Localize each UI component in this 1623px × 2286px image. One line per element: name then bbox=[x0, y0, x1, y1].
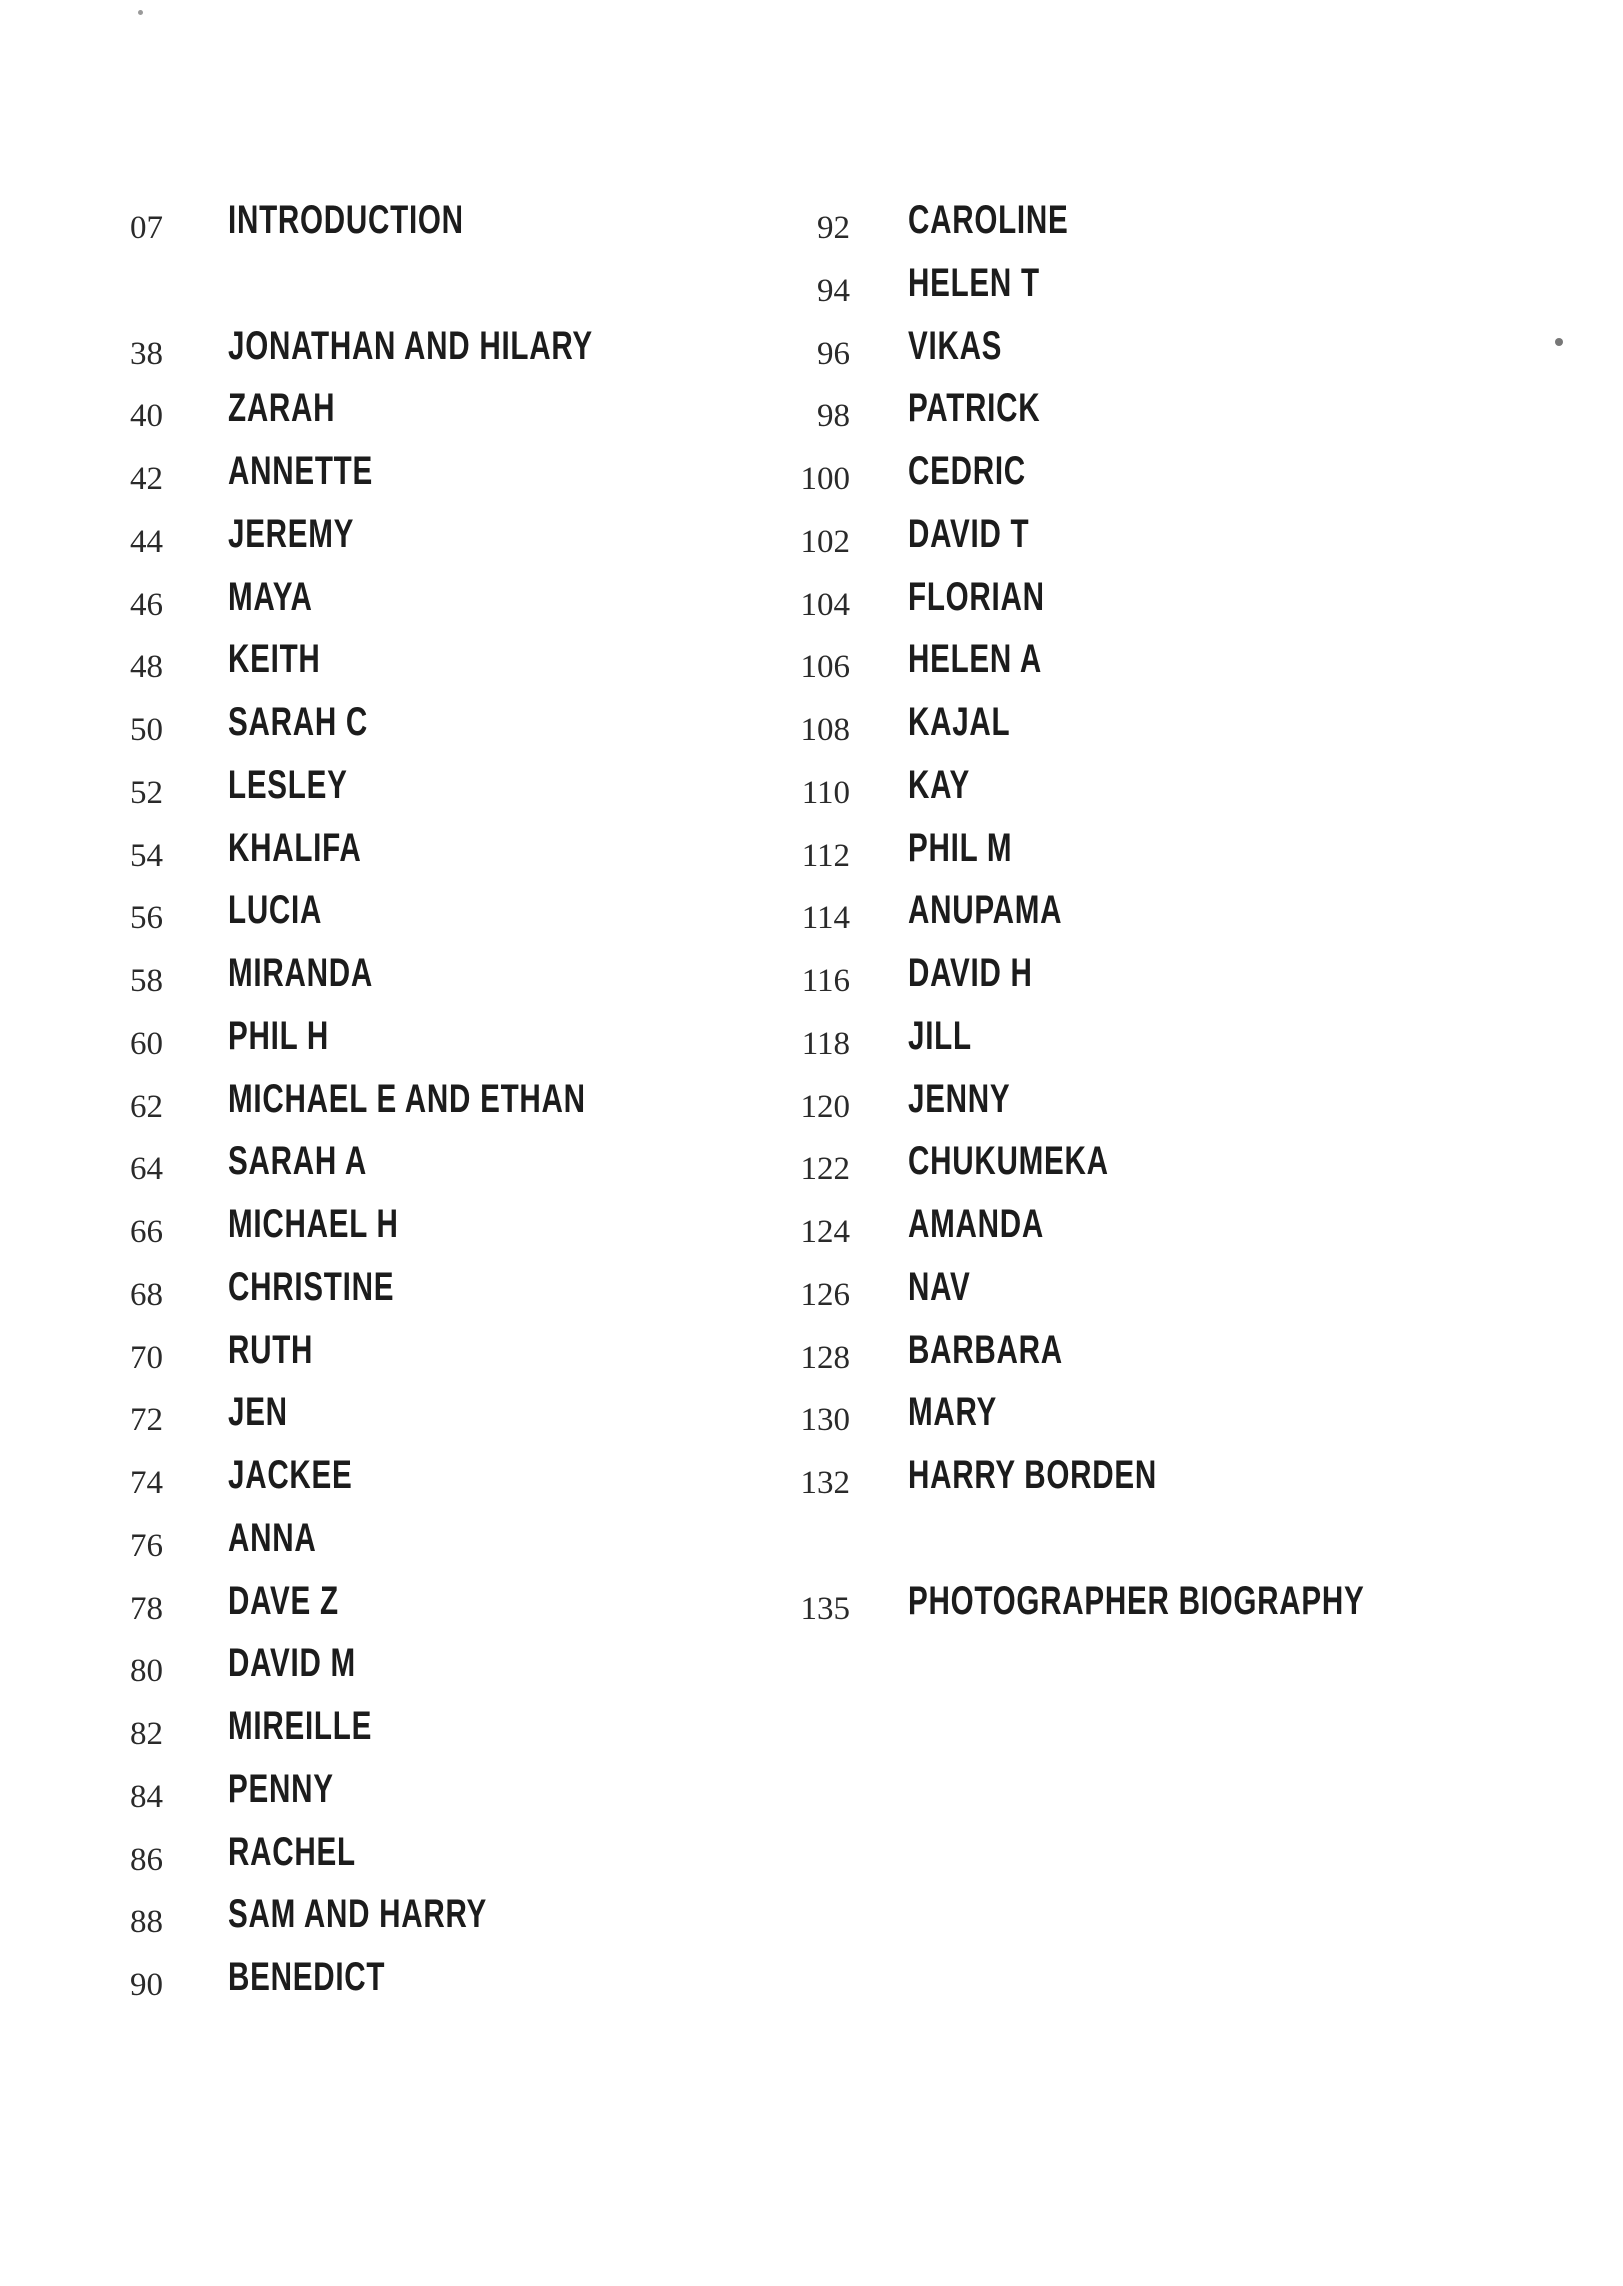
contents-entry[interactable] bbox=[780, 512, 1623, 575]
page-number: 100 bbox=[800, 461, 850, 497]
page-number: 108 bbox=[800, 712, 850, 748]
page-number: 42 bbox=[130, 461, 163, 497]
entry-title: CAROLINE bbox=[908, 198, 1069, 242]
entry-title: DAVID H bbox=[908, 951, 1033, 995]
contents-entry[interactable] bbox=[0, 1516, 780, 1579]
page-number: 92 bbox=[817, 210, 850, 246]
entry-title: KEITH bbox=[228, 637, 321, 682]
contents-entry[interactable] bbox=[0, 512, 780, 575]
contents-entry[interactable] bbox=[0, 1328, 780, 1391]
entry-title: ANUPAMA bbox=[908, 888, 1063, 933]
contents-entry[interactable] bbox=[0, 1014, 780, 1077]
page-number: 74 bbox=[130, 1465, 163, 1501]
page-number: 44 bbox=[130, 523, 163, 560]
entry-title: LUCIA bbox=[228, 888, 323, 933]
scan-speck bbox=[1555, 338, 1563, 346]
page-number: 54 bbox=[130, 837, 163, 874]
page-number: 72 bbox=[130, 1402, 163, 1439]
entry-title: PHOTOGRAPHER BIOGRAPHY bbox=[908, 1578, 1365, 1623]
contents-entry[interactable] bbox=[0, 1704, 780, 1767]
page-number: 48 bbox=[130, 649, 163, 686]
page-number: 112 bbox=[801, 837, 850, 874]
entry-title: ZARAH bbox=[228, 386, 336, 431]
contents-entry[interactable] bbox=[0, 575, 780, 638]
entry-title: SARAH A bbox=[228, 1139, 367, 1184]
page-number: 118 bbox=[801, 1025, 850, 1062]
entry-title: LESLEY bbox=[228, 762, 348, 807]
entry-title: RUTH bbox=[228, 1327, 314, 1372]
entry-title: MARY bbox=[908, 1390, 998, 1435]
contents-entry[interactable] bbox=[0, 1892, 780, 1955]
page-number: 52 bbox=[130, 774, 163, 811]
entry-title: JENNY bbox=[908, 1076, 1011, 1121]
contents-entry[interactable] bbox=[0, 1077, 780, 1140]
page-number: 120 bbox=[800, 1088, 850, 1125]
entry-title: PENNY bbox=[228, 1766, 334, 1811]
entry-title: SAM AND HARRY bbox=[228, 1892, 488, 1937]
page-number: 50 bbox=[130, 712, 163, 748]
entry-title: RACHEL bbox=[228, 1829, 356, 1874]
page-number: 110 bbox=[801, 774, 850, 811]
contents-entry[interactable] bbox=[0, 1139, 780, 1202]
contents-entry[interactable] bbox=[780, 1453, 1623, 1516]
page-number: 07 bbox=[130, 210, 163, 246]
contents-entry[interactable] bbox=[0, 1453, 780, 1516]
contents-entry[interactable] bbox=[0, 1767, 780, 1830]
contents-entry[interactable] bbox=[0, 1830, 780, 1893]
contents-entry[interactable] bbox=[780, 1265, 1623, 1328]
contents-entry[interactable] bbox=[780, 198, 1623, 261]
entry-title: HARRY BORDEN bbox=[908, 1453, 1157, 1497]
entry-title: FLORIAN bbox=[908, 574, 1045, 619]
entry-title: NAV bbox=[908, 1264, 971, 1309]
contents-entry[interactable] bbox=[0, 386, 780, 449]
page-number: 96 bbox=[817, 335, 850, 372]
contents-entry[interactable] bbox=[780, 575, 1623, 638]
page-number: 132 bbox=[800, 1465, 850, 1501]
contents-entry[interactable] bbox=[780, 763, 1623, 826]
page-number: 56 bbox=[130, 900, 163, 937]
contents-entry[interactable] bbox=[0, 637, 780, 700]
page-number: 46 bbox=[130, 586, 163, 623]
page-number: 68 bbox=[130, 1276, 163, 1313]
entry-title: HELEN T bbox=[908, 260, 1040, 305]
page-number: 64 bbox=[130, 1151, 163, 1188]
contents-entry[interactable] bbox=[780, 1202, 1623, 1265]
entry-title: MAYA bbox=[228, 574, 313, 619]
entry-title: DAVID M bbox=[228, 1641, 356, 1686]
page-number: 106 bbox=[800, 649, 850, 686]
page-number: 88 bbox=[130, 1904, 163, 1941]
contents-right-column bbox=[780, 198, 1623, 1641]
page-number: 40 bbox=[130, 398, 163, 435]
contents-entry[interactable] bbox=[0, 700, 780, 763]
contents-entry[interactable] bbox=[0, 1955, 780, 2018]
contents-entry[interactable] bbox=[780, 700, 1623, 763]
page-number: 128 bbox=[800, 1339, 850, 1376]
contents-entry[interactable] bbox=[780, 1390, 1623, 1453]
contents-entry[interactable] bbox=[780, 951, 1623, 1014]
page-number: 80 bbox=[130, 1653, 163, 1690]
page-number: 66 bbox=[130, 1214, 163, 1250]
entry-title: BARBARA bbox=[908, 1327, 1063, 1372]
contents-entry[interactable] bbox=[0, 324, 780, 387]
page-number: 124 bbox=[800, 1214, 850, 1250]
page-number: 102 bbox=[800, 523, 850, 560]
entry-title: JACKEE bbox=[228, 1453, 353, 1497]
contents-entry[interactable] bbox=[780, 1328, 1623, 1391]
entry-title: DAVID T bbox=[908, 511, 1030, 556]
contents-entry[interactable] bbox=[780, 1014, 1623, 1077]
contents-entry[interactable] bbox=[0, 449, 780, 512]
entry-title: JILL bbox=[908, 1013, 972, 1058]
scan-speck bbox=[138, 10, 143, 15]
entry-title: ANNETTE bbox=[228, 449, 373, 493]
entry-title: PATRICK bbox=[908, 386, 1041, 431]
page-number: 98 bbox=[817, 398, 850, 435]
page-number: 86 bbox=[130, 1841, 163, 1878]
page-number: 130 bbox=[800, 1402, 850, 1439]
entry-title: VIKAS bbox=[908, 323, 1003, 368]
page-number: 122 bbox=[800, 1151, 850, 1188]
contents-entry[interactable] bbox=[0, 1390, 780, 1453]
contents-entry[interactable] bbox=[0, 763, 780, 826]
page-number: 82 bbox=[130, 1716, 163, 1752]
page-number: 58 bbox=[130, 963, 163, 999]
entry-title: MICHAEL E AND ETHAN bbox=[228, 1076, 586, 1121]
contents-entry[interactable] bbox=[780, 1077, 1623, 1140]
contents-entry[interactable] bbox=[780, 449, 1623, 512]
entry-title: MIRANDA bbox=[228, 951, 373, 995]
page-number: 135 bbox=[800, 1590, 850, 1627]
entry-title: KHALIFA bbox=[228, 825, 362, 870]
entry-title: HELEN A bbox=[908, 637, 1043, 682]
page-number: 70 bbox=[130, 1339, 163, 1376]
page-number: 114 bbox=[801, 900, 850, 937]
contents-entry[interactable] bbox=[0, 1641, 780, 1704]
contents-entry[interactable] bbox=[0, 951, 780, 1014]
contents-entry[interactable] bbox=[0, 1579, 780, 1642]
page-number: 104 bbox=[800, 586, 850, 623]
entry-title: MIREILLE bbox=[228, 1704, 373, 1748]
contents-entry[interactable] bbox=[780, 1579, 1623, 1642]
entry-title: KAY bbox=[908, 762, 970, 807]
contents-entry[interactable] bbox=[0, 1265, 780, 1328]
entry-title: MICHAEL H bbox=[228, 1202, 399, 1246]
contents-entry[interactable] bbox=[780, 386, 1623, 449]
entry-title: KAJAL bbox=[908, 700, 1011, 744]
entry-title: CHRISTINE bbox=[228, 1264, 395, 1309]
entry-title: JEREMY bbox=[228, 511, 355, 556]
contents-entry[interactable] bbox=[780, 637, 1623, 700]
entry-title: INTRODUCTION bbox=[228, 198, 464, 242]
contents-entry[interactable] bbox=[780, 826, 1623, 889]
page-number: 84 bbox=[130, 1778, 163, 1815]
contents-entry[interactable] bbox=[780, 261, 1623, 324]
page-number: 94 bbox=[817, 272, 850, 309]
entry-title: PHIL M bbox=[908, 825, 1013, 870]
page-number: 126 bbox=[800, 1276, 850, 1313]
contents-left-column bbox=[0, 198, 780, 2018]
entry-title: DAVE Z bbox=[228, 1578, 339, 1623]
page-number: 116 bbox=[801, 963, 850, 999]
page-number: 60 bbox=[130, 1025, 163, 1062]
contents-entry[interactable] bbox=[780, 1139, 1623, 1202]
entry-title: CHUKUMEKA bbox=[908, 1139, 1109, 1184]
entry-title: BENEDICT bbox=[228, 1955, 386, 1999]
entry-title: JONATHAN AND HILARY bbox=[228, 323, 593, 368]
entry-title: PHIL H bbox=[228, 1013, 329, 1058]
entry-title: ANNA bbox=[228, 1515, 317, 1560]
page-number: 38 bbox=[130, 335, 163, 372]
page-number: 76 bbox=[130, 1527, 163, 1564]
entry-title: AMANDA bbox=[908, 1202, 1044, 1246]
contents-entry[interactable] bbox=[0, 826, 780, 889]
entry-title: SARAH C bbox=[228, 700, 369, 744]
contents-entry[interactable] bbox=[0, 198, 780, 261]
contents-entry[interactable] bbox=[0, 1202, 780, 1265]
page-number: 62 bbox=[130, 1088, 163, 1125]
page-number: 90 bbox=[130, 1967, 163, 2003]
entry-title: CEDRIC bbox=[908, 449, 1026, 493]
contents-entry[interactable] bbox=[780, 324, 1623, 387]
page-number: 78 bbox=[130, 1590, 163, 1627]
contents-entry[interactable] bbox=[780, 888, 1623, 951]
entry-title: JEN bbox=[228, 1390, 288, 1435]
contents-entry[interactable] bbox=[0, 888, 780, 951]
